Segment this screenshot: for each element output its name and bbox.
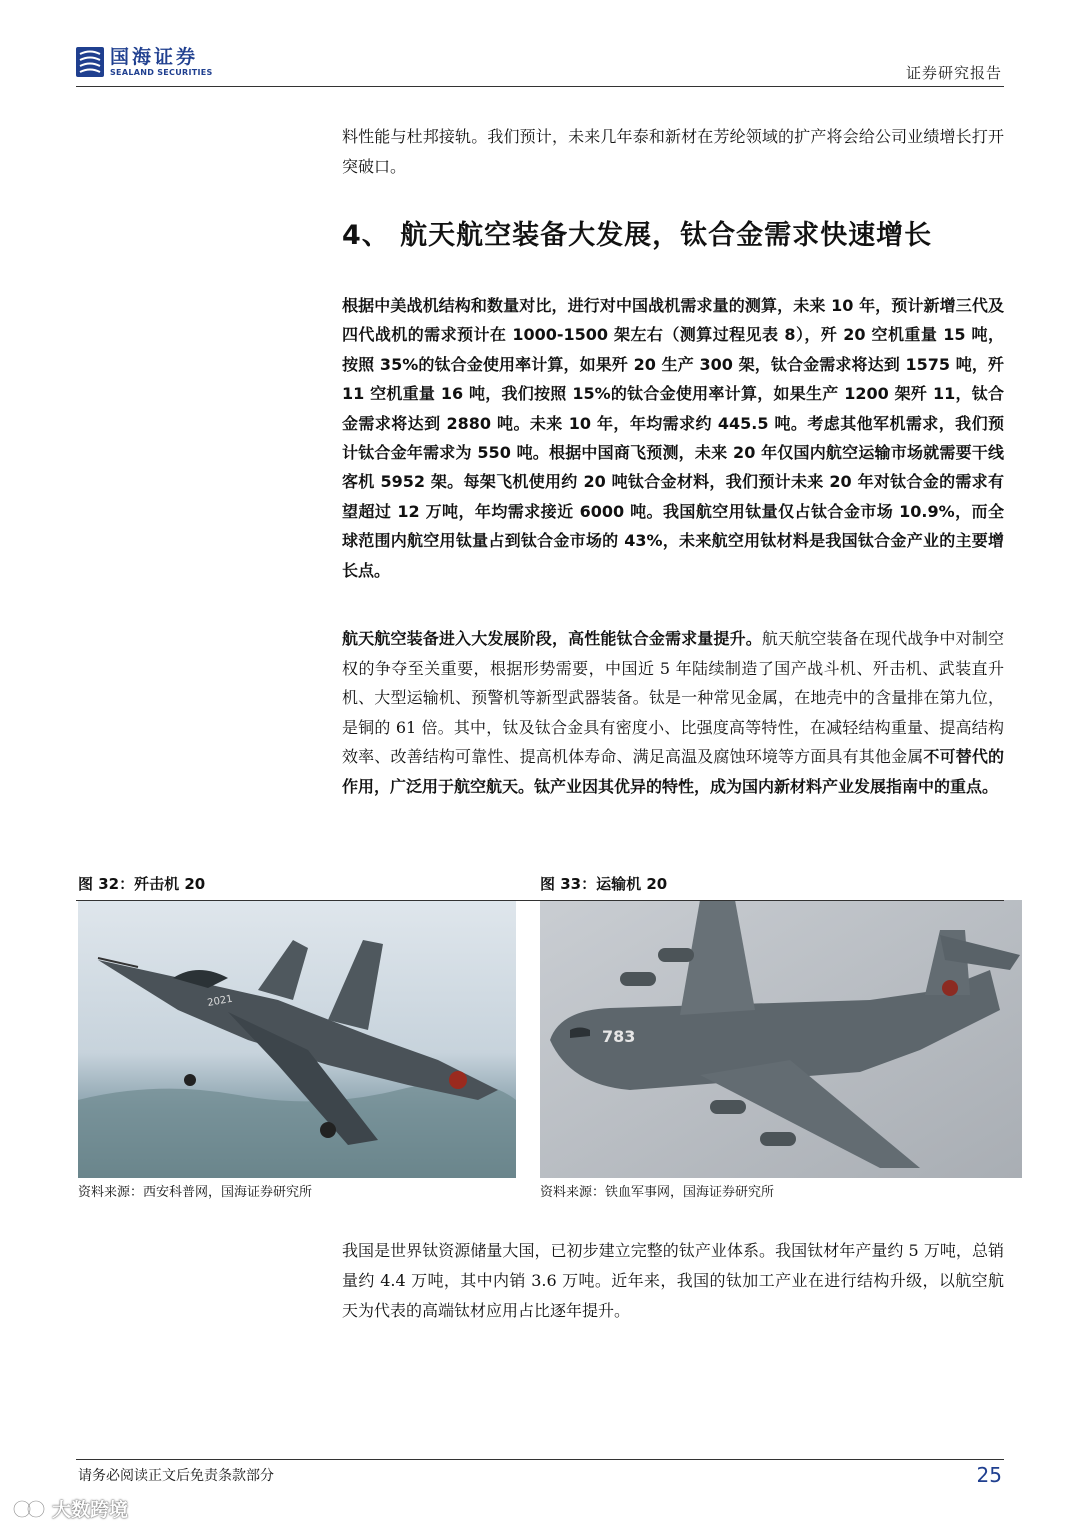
figure-32-image (78, 900, 516, 1178)
fighter-jet-photo (78, 900, 516, 1178)
figure-33 (540, 874, 1022, 1202)
aerospace-paragraph-lead: 航天航空装备进入大发展阶段，高性能钛合金需求量提升。 (342, 629, 762, 648)
figure-32-title: 图 32：歼击机 20 (78, 875, 206, 893)
report-type-label: 证券研究报告 (905, 64, 1002, 82)
logo-name-en: SEALAND SECURITIES (110, 67, 213, 77)
watermark-text: 大数跨境 (52, 1499, 129, 1521)
transport-tail-number: 783 (602, 1027, 636, 1046)
company-logo (76, 47, 213, 77)
fighter-tail-number: 2021 (206, 993, 234, 1009)
logo-name-cn: 国海证券 (110, 45, 199, 68)
transport-plane-photo (540, 900, 1022, 1178)
header-divider (76, 86, 1004, 87)
footer-divider (76, 1459, 1004, 1460)
titanium-demand-paragraph: 根据中美战机结构和数量对比，进行对中国战机需求量的测算，未来 10 年，预计新增三代及四代战机的需求预计在 1000-1500 架左右（测算过程见表 8），歼 20 空机重量 15 吨，按照 35%的钛合金使用率计算，如果歼 20 生产 300 架，钛合金需求将达到 1575 吨，歼 11 空机重量 16 吨，我们按照 15%的钛合金使用率计算，如果生产 1200 架歼 11，钛合金需求将达到 2880 吨。未来 10 年，年均需求约 445.5 吨。考虑其他军机需求，我们预计钛合金年需求为 550 吨。根据中国商飞预测，未来 20 年仅国内航空运输市场就需要干线客机 5952 架。每架飞机使用约 20 吨钛合金材料，我们预计未来 20 年对钛合金的需求有望超过 12 万吨，年均需求接近 6000 吨。我国航空用钛量仅占钛合金市场 10.9%，而全球范围内航空用钛量占到钛合金市场的 43%，未来航空用钛材料是我国钛合金产业的主要增长点。 (342, 296, 1004, 580)
aerospace-paragraph-body: 航天航空装备在现代战争中对制空权的争夺至关重要，根据形势需要，中国近 5 年陆续制造了国产战斗机、歼击机、武装直升机、大型运输机、预警机等新型武器装备。钛是一种常见金属，在地壳中的含量排在第九位，是铜的 61 倍。其中，钛及钛合金具有密度小、比强度高等特性，在减轻结构重量、提高结构效率、改善结构可靠性、提高机体寿命、满足高温及腐蚀环境等方面具有其他金属 (342, 629, 1004, 767)
figure-33-image (540, 900, 1022, 1178)
figure-divider (76, 900, 1004, 901)
figure-32 (78, 874, 516, 1202)
page-number: 25 (976, 1463, 1002, 1487)
watermark (12, 1495, 128, 1522)
figure-33-caption: 资料来源：铁血军事网，国海证券研究所 (540, 1185, 775, 1200)
aerospace-paragraph-tail: 不可替代的作用，广泛用于航空航天。钛产业因其优异的特性，成为国内新材料产业发展指南中的重点。 (342, 747, 1004, 796)
figure-33-title: 图 33：运输机 20 (540, 875, 668, 893)
disclaimer-text: 请务必阅读正文后免责条款部分 (78, 1468, 274, 1484)
figure-32-caption: 资料来源：西安科普网，国海证券研究所 (78, 1185, 313, 1200)
section-heading: 4、 航天航空装备大发展，钛合金需求快速增长 (342, 220, 933, 251)
titanium-industry-paragraph: 我国是世界钛资源储量大国，已初步建立完整的钛产业体系。我国钛材年产量约 5 万吨，总销量约 4.4 万吨，其中内销 3.6 万吨。近年来，我国的钛加工产业在进行结构升级，以航空航天为代表的高端钛材应用占比逐年提升。 (342, 1241, 1004, 1320)
watermark-logo-icon (12, 1498, 46, 1520)
logo-mark-icon (76, 47, 104, 77)
intro-paragraph: 料性能与杜邦接轨。我们预计，未来几年泰和新材在芳纶领域的扩产将会给公司业绩增长打开突破口。 (342, 127, 1004, 176)
aerospace-paragraph (342, 624, 1004, 802)
